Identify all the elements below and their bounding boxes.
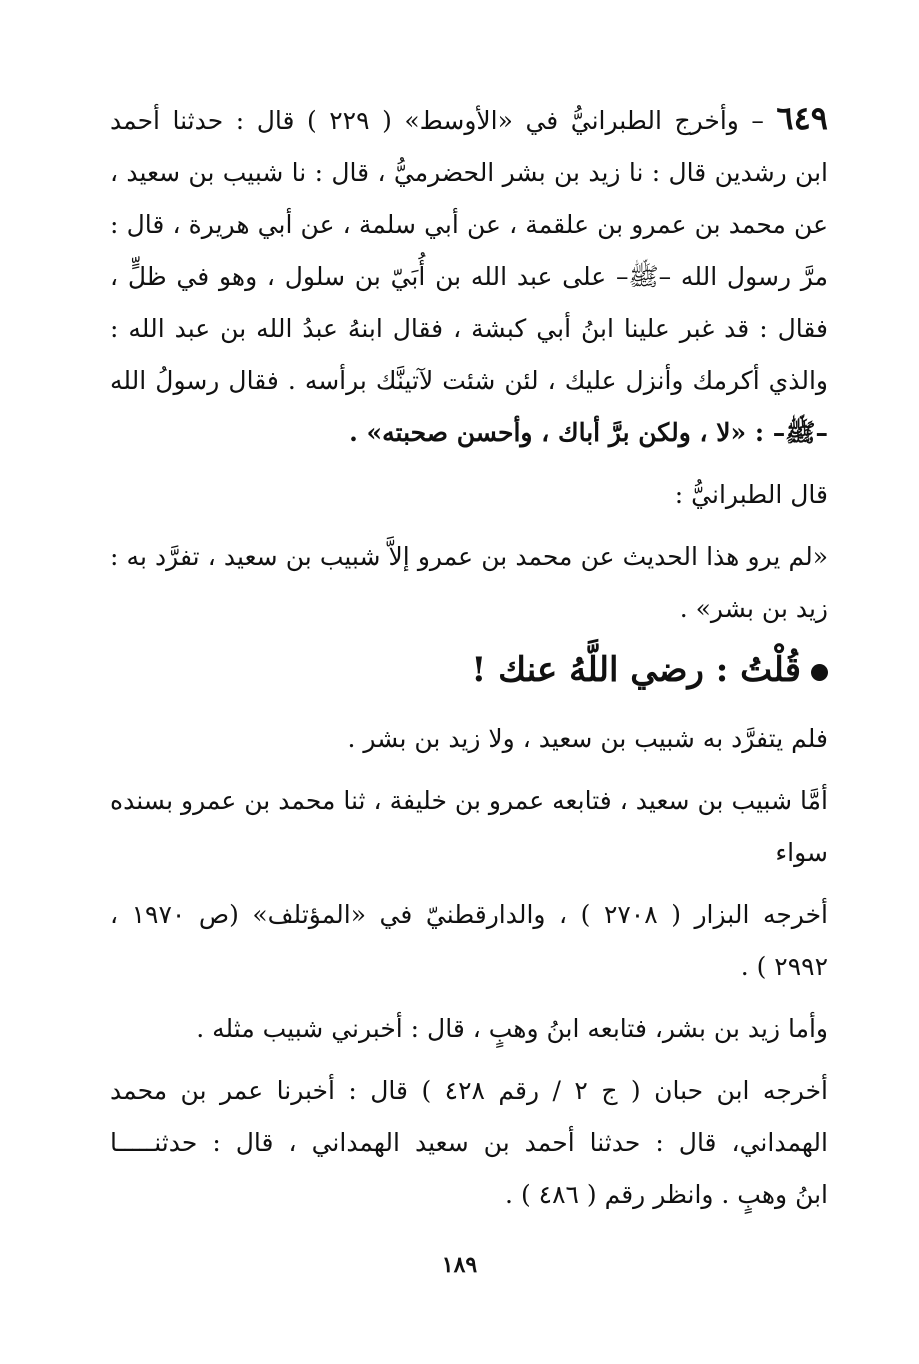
comment-paragraph-3-line-1: أخرجه البزار ( ٢٧٠٨ ) ، والدارقطنيّ في «المؤتلف» (ص ١٩٧٠ ، bbox=[110, 900, 828, 929]
comment-paragraph-2-line-2: سواء bbox=[775, 838, 828, 867]
hadith-number: ٦٤٩ bbox=[776, 99, 828, 137]
comment-paragraph-1: فلم يتفرَّد به شبيب بن سعيد ، ولا زيد بن بشر . bbox=[347, 724, 828, 753]
hadith-line-5: فقال : قد غبر علينا ابنُ أبي كبشة ، فقال ابنهُ عبدُ الله بن عبد الله : bbox=[110, 314, 828, 343]
comment-paragraph-5-line-2: الهمداني، قال : حدثنا أحمد بن سعيد الهمداني ، قال : حدثنـــــا bbox=[110, 1128, 828, 1157]
comment-paragraph-5-line-1: أخرجه ابن حبان ( ج ٢ / رقم ٤٢٨ ) قال : أخبرنا عمر بن محمد bbox=[110, 1076, 828, 1105]
hadith-line-2: ابن رشدين قال : نا زيد بن بشر الحضرميُّ ، قال : نا شبيب بن سعيد ، bbox=[110, 158, 828, 187]
hadith-line-6: والذي أكرمك وأنزل عليك ، لئن شئت لآتينَّك برأسه . فقال رسولُ الله bbox=[110, 366, 828, 395]
bullet-icon bbox=[811, 664, 828, 681]
tabarani-quote-line-2: زيد بن بشر» . bbox=[679, 594, 828, 623]
hadith-line-3: عن محمد بن عمرو بن علقمة ، عن أبي سلمة ، عن أبي هريرة ، قال : bbox=[110, 210, 828, 239]
comment-paragraph-4: وأما زيد بن بشر، فتابعه ابنُ وهبٍ ، قال : أخبرني شبيب مثله . bbox=[196, 1014, 828, 1043]
page-number: ١٨٩ bbox=[441, 1252, 478, 1278]
section-heading: قُلْتُ : رضي اللَّهُ عنك ! bbox=[110, 637, 828, 703]
hadith-line-7: –ﷺ– : «لا ، ولكن برَّ أباك ، وأحسن صحبته» . bbox=[349, 418, 828, 447]
hadith-line-4: مرَّ رسول الله –ﷺ– على عبد الله بن أُبَيّ بن سلول ، وهو في ظلٍّ ، bbox=[110, 262, 828, 291]
comment-paragraph-3-line-2: ٢٩٩٢ ) . bbox=[740, 952, 828, 981]
tabarani-quote-line-1: «لم يرو هذا الحديث عن محمد بن عمرو إلاَّ شبيب بن سعيد ، تفرَّد به : bbox=[110, 542, 828, 571]
comment-paragraph-5-line-3: ابنُ وهبٍ . وانظر رقم ( ٤٨٦ ) . bbox=[505, 1180, 828, 1209]
hadith-line-1: ٦٤٩ – وأخرج الطبرانيُّ في «الأوسط» ( ٢٢٩ ) قال : حدثنا أحمد bbox=[110, 99, 828, 137]
page-body bbox=[110, 92, 828, 1221]
tabarani-intro: قال الطبرانيُّ : bbox=[674, 480, 828, 509]
comment-paragraph-2-line-1: أمَّا شبيب بن سعيد ، فتابعه عمرو بن خليفة ، ثنا محمد بن عمرو بسنده bbox=[110, 786, 828, 815]
